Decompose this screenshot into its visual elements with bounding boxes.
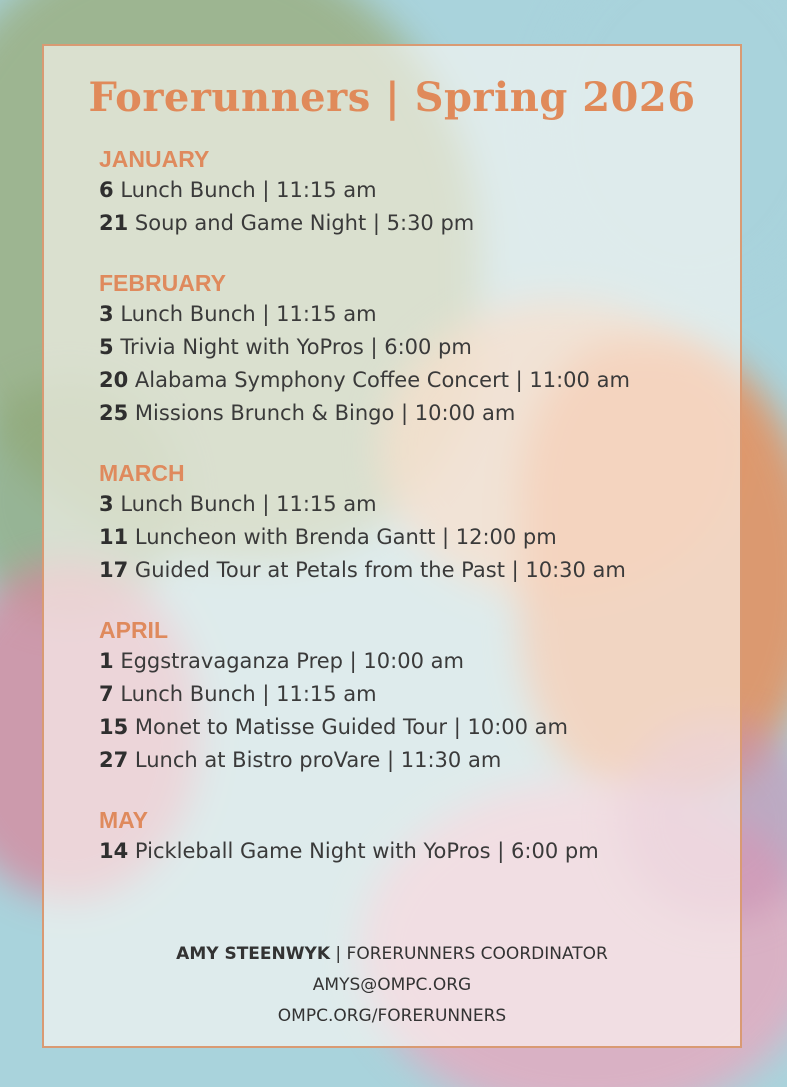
event-text: Missions Brunch & Bingo | 10:00 am	[134, 401, 516, 425]
event-schedule	[99, 144, 739, 868]
event-text: Alabama Symphony Coffee Concert | 11:00 am	[134, 368, 630, 392]
event-item	[99, 298, 739, 331]
contact-url[interactable]: OMPC.ORG/FORERUNNERS	[277, 1006, 507, 1026]
event-day: 7	[99, 682, 114, 706]
month-heading: JANUARY	[99, 146, 210, 172]
event-item	[99, 744, 739, 777]
contact-email[interactable]: AMYS@OMPC.ORG	[312, 975, 472, 995]
month-heading: FEBRUARY	[99, 270, 226, 296]
event-text: Guided Tour at Petals from the Past | 10:30 am	[134, 558, 626, 582]
event-text: Trivia Night with YoPros | 6:00 pm	[120, 335, 472, 359]
event-day: 11	[99, 525, 129, 549]
event-item	[99, 835, 739, 868]
event-item	[99, 554, 739, 587]
event-text: Lunch Bunch | 11:15 am	[120, 302, 377, 326]
event-text: Soup and Game Night | 5:30 pm	[134, 211, 475, 235]
event-day: 25	[99, 401, 129, 425]
event-day: 15	[99, 715, 129, 739]
event-day: 21	[99, 211, 129, 235]
month-april	[99, 615, 739, 777]
event-text: Luncheon with Brenda Gantt | 12:00 pm	[134, 525, 557, 549]
event-item	[99, 331, 739, 364]
event-item	[99, 488, 739, 521]
page-title: Forerunners | Spring 2026	[88, 74, 696, 121]
month-may	[99, 805, 739, 868]
month-march	[99, 458, 739, 587]
schedule-card	[42, 44, 742, 1048]
contact-footer	[44, 939, 740, 1032]
coordinator-name: AMY STEENWYK	[176, 944, 330, 964]
event-item	[99, 207, 739, 240]
month-february	[99, 268, 739, 430]
event-text: Eggstravaganza Prep | 10:00 am	[120, 649, 464, 673]
event-item	[99, 397, 739, 430]
event-item	[99, 678, 739, 711]
event-day: 14	[99, 839, 129, 863]
event-text: Lunch Bunch | 11:15 am	[120, 682, 377, 706]
month-heading: APRIL	[99, 617, 168, 643]
event-item	[99, 711, 739, 744]
month-heading: MAY	[99, 807, 148, 833]
event-text: Lunch Bunch | 11:15 am	[120, 492, 377, 516]
event-item	[99, 645, 739, 678]
event-text: Lunch at Bistro proVare | 11:30 am	[134, 748, 502, 772]
event-text: Pickleball Game Night with YoPros | 6:00 pm	[134, 839, 599, 863]
coordinator-role: | FORERUNNERS COORDINATOR	[330, 944, 608, 964]
event-text: Lunch Bunch | 11:15 am	[120, 178, 377, 202]
event-day: 3	[99, 492, 114, 516]
event-item	[99, 174, 739, 207]
event-day: 1	[99, 649, 114, 673]
event-day: 20	[99, 368, 129, 392]
event-day: 17	[99, 558, 129, 582]
coordinator-line	[44, 939, 740, 970]
event-day: 5	[99, 335, 114, 359]
month-heading: MARCH	[99, 460, 185, 486]
event-item	[99, 364, 739, 397]
event-day: 3	[99, 302, 114, 326]
month-january	[99, 144, 739, 240]
event-day: 6	[99, 178, 114, 202]
event-item	[99, 521, 739, 554]
event-day: 27	[99, 748, 129, 772]
event-text: Monet to Matisse Guided Tour | 10:00 am	[134, 715, 568, 739]
